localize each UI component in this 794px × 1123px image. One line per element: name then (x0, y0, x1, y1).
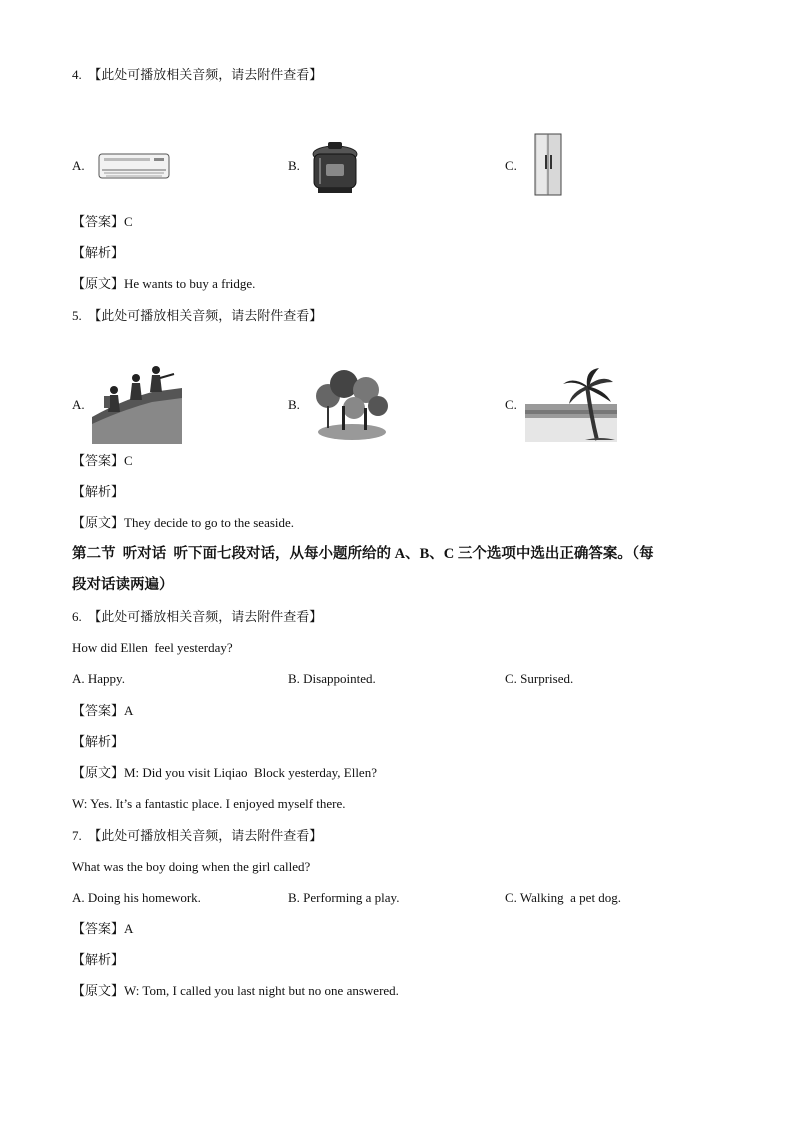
q7-transcript-line1: 【原文】W: Tom, I called you last night but no one answered. (72, 983, 399, 998)
air-conditioner-icon (98, 152, 170, 180)
q4-answer: 【答案】C (72, 214, 133, 229)
q7-analysis: 【解析】 (72, 952, 125, 967)
q6-analysis: 【解析】 (72, 734, 125, 749)
q7-option-c: C. Walking a pet dog. (505, 890, 622, 905)
q5-transcript: 【原文】They decide to go to the seaside. (72, 515, 295, 530)
section2-heading-line1: 第二节 听对话 听下面七段对话，从每小题所给的 A、B、C 三个选项中选出正确答案。（每 (72, 546, 654, 562)
section2-heading-line2: 段对话读两遍） (72, 577, 174, 593)
q6-option-b: B. Disappointed. (288, 671, 376, 686)
q7-prompt: 7. 【此处可播放相关音频，请去附件查看】 (72, 828, 323, 843)
forest-trees-icon (314, 366, 390, 442)
q7-answer: 【答案】A (72, 921, 134, 936)
q7-option-b: B. Performing a play. (288, 890, 400, 905)
q6-prompt: 6. 【此处可播放相关音频，请去附件查看】 (72, 609, 323, 624)
q5-option-a-label: A. (72, 397, 85, 412)
q6-answer: 【答案】A (72, 703, 134, 718)
mountain-climbers-icon (92, 362, 182, 444)
q6-option-a: A. Happy. (72, 671, 125, 686)
q7-question: What was the boy doing when the girl called? (72, 859, 311, 874)
q6-question: How did Ellen feel yesterday? (72, 640, 233, 655)
pressure-cooker-icon (310, 140, 360, 195)
q5-answer: 【答案】C (72, 453, 133, 468)
seaside-palm-icon (525, 366, 617, 442)
fridge-icon (534, 133, 562, 196)
q5-option-b-label: B. (288, 397, 300, 412)
q6-transcript-line2: W: Yes. It’s a fantastic place. I enjoyed myself there. (72, 796, 346, 811)
q4-option-c-label: C. (505, 158, 517, 173)
q4-prompt: 4. 【此处可播放相关音频，请去附件查看】 (72, 67, 323, 82)
q5-prompt: 5. 【此处可播放相关音频，请去附件查看】 (72, 308, 323, 323)
q7-option-a: A. Doing his homework. (72, 890, 201, 905)
q4-transcript: 【原文】He wants to buy a fridge. (72, 276, 256, 291)
q4-option-b-label: B. (288, 158, 300, 173)
q4-analysis: 【解析】 (72, 245, 125, 260)
q5-analysis: 【解析】 (72, 484, 125, 499)
q4-option-a-label: A. (72, 158, 85, 173)
q6-transcript-line1: 【原文】M: Did you visit Liqiao Block yesterday, Ellen? (72, 765, 377, 780)
q6-option-c: C. Surprised. (505, 671, 574, 686)
q5-option-c-label: C. (505, 397, 517, 412)
